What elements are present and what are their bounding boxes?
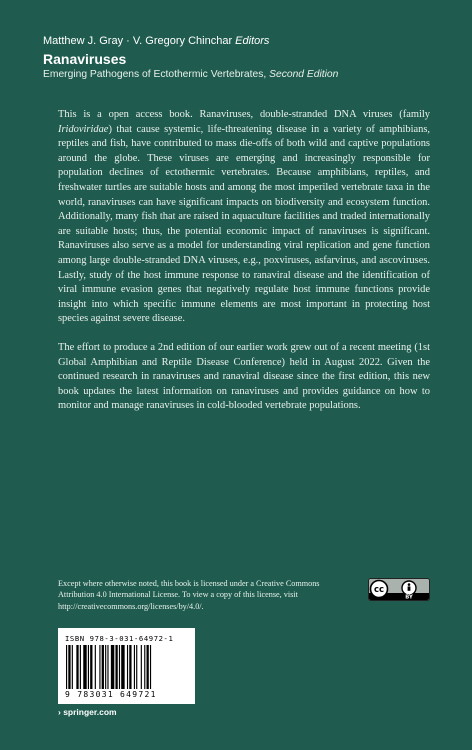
edition-label: Second Edition bbox=[269, 69, 339, 80]
barcode-bars bbox=[65, 645, 188, 689]
barcode-bar bbox=[83, 645, 86, 689]
barcode-bar bbox=[66, 645, 67, 689]
barcode-bar bbox=[136, 645, 137, 689]
barcode-bar bbox=[107, 645, 108, 689]
barcode-bar bbox=[127, 645, 128, 689]
barcode-bar bbox=[102, 645, 104, 689]
isbn-barcode bbox=[58, 628, 195, 704]
barcode-bar bbox=[95, 645, 96, 689]
publisher-website[interactable]: › springer.com bbox=[58, 707, 117, 717]
book-title: Ranaviruses bbox=[43, 51, 127, 67]
p1-text-b: ) that cause systemic, life-threatening disease in a variety of amphibians, reptiles and fish, have contributed to mass die-offs of both wild and captive populations around the globe. These viruses are emerging and increasingly responsible for population declines of ectothermic vertebrates. Because amphibians, reptiles, and freshwater turtles are suitable hosts and among the most imperiled vertebrate taxa in the world, ranaviruses can have significant impacts on biodiversity and ecosystem function. Additionally, many fish that are raised in aquaculture facilities and traded internationally are suitable hosts; thus, the potential economic impact of ranaviruses is significant. Ranaviruses also serve as a model for understanding viral replication and gene function among large double-stranded DNA viruses, e.g., poxviruses, asfarvirus, and ascoviruses. Lastly, study of the host immune response to ranaviral disease and the identification of viral immune evasion genes that negatively regulate host immune functions provide insight into which specific immune elements are most important in protecting host species against severe disease. bbox=[58, 123, 430, 325]
book-subtitle bbox=[43, 68, 442, 81]
ean-digits: 9 783031 649721 bbox=[65, 690, 157, 699]
barcode-bar bbox=[88, 645, 89, 689]
cc-icon: cc bbox=[373, 585, 385, 596]
barcode-bar bbox=[121, 645, 124, 689]
editor-names: Matthew J. Gray · V. Gregory Chinchar bbox=[43, 35, 233, 47]
barcode-bar bbox=[111, 645, 114, 689]
barcode-bar bbox=[119, 645, 120, 689]
editors-line bbox=[43, 34, 442, 48]
description-paragraph-2: The effort to produce a 2nd edition of our earlier work grew out of a recent meeting (1st Global Amphibian and Reptile Disease Conference) held in August 2022. Given the continued research in ranaviruses and ranaviral disease since the first edition, this new book updates the latest information on ranaviruses and provides guidance on how to monitor and manage ranaviruses in cold-blooded vertebrate populations. bbox=[58, 341, 430, 412]
cc-by-license-badge[interactable] bbox=[368, 578, 430, 601]
barcode-bar bbox=[144, 645, 145, 689]
cover-header bbox=[43, 34, 442, 81]
book-description bbox=[58, 108, 430, 428]
subtitle-text: Emerging Pathogens of Ectothermic Vertebrates, bbox=[43, 69, 267, 80]
barcode-bar bbox=[115, 645, 117, 689]
barcode-bar bbox=[147, 645, 149, 689]
barcode-bar bbox=[150, 645, 151, 689]
barcode-bar bbox=[80, 645, 81, 689]
person-icon bbox=[408, 583, 411, 586]
barcode-bar bbox=[68, 645, 70, 689]
barcode-bar bbox=[90, 645, 92, 689]
description-paragraph-1 bbox=[58, 108, 430, 327]
barcode-bar bbox=[141, 645, 142, 689]
barcode-bar bbox=[134, 645, 135, 689]
p1-text-a: This is a open access book. Ranaviruses, double-stranded DNA viruses (family bbox=[58, 109, 430, 120]
barcode-bar bbox=[99, 645, 100, 689]
isbn-label: ISBN 978-3-031-64972-1 bbox=[65, 634, 174, 643]
barcode-bar bbox=[76, 645, 78, 689]
barcode-bar bbox=[105, 645, 106, 689]
virus-family-name: Iridoviridae bbox=[58, 123, 109, 135]
license-notice: Except where otherwise noted, this book is licensed under a Creative Commons Attribution 4.0 International License. To view a copy of this license, visit http://creativecommons.org/licenses/by/4.0/. bbox=[58, 579, 320, 611]
editors-role: Editors bbox=[235, 35, 270, 47]
by-label: BY bbox=[405, 594, 413, 600]
barcode-bar bbox=[72, 645, 73, 689]
barcode-bar bbox=[129, 645, 131, 689]
